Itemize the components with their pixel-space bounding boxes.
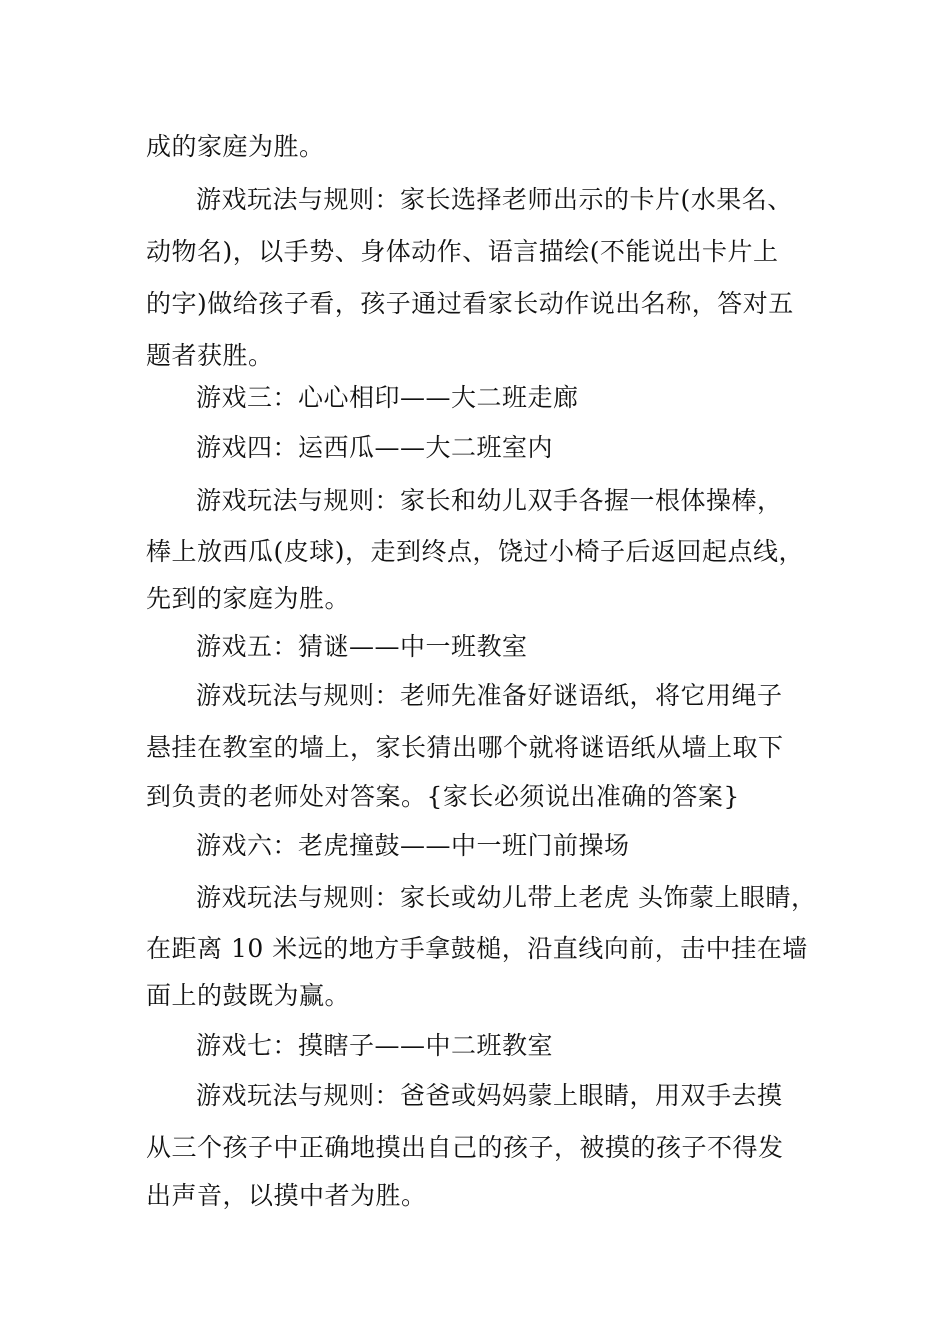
- text-line: 游戏玩法与规则：家长选择老师出示的卡片(水果名、: [196, 185, 793, 214]
- text-line: 游戏玩法与规则：老师先准备好谜语纸，将它用绳子: [196, 681, 783, 710]
- text-line: 游戏玩法与规则：家长和幼儿双手各握一根体操棒，: [196, 486, 783, 515]
- section-heading: 游戏五：猜谜——中一班教室: [196, 632, 528, 661]
- text-line: 动物名)，以手势、身体动作、语言描绘(不能说出卡片上: [146, 237, 779, 266]
- text-line: 从三个孩子中正确地摸出自己的孩子，被摸的孩子不得发: [146, 1133, 784, 1162]
- section-heading: 游戏三：心心相印——大二班走廊: [196, 383, 579, 412]
- text-line: 面上的鼓既为赢。: [146, 981, 351, 1010]
- section-heading: 游戏七：摸瞎子——中二班教室: [196, 1031, 554, 1060]
- text-line: 到负责的老师处对答案。{家长必须说出准确的答案}: [146, 782, 740, 811]
- text-line: 悬挂在教室的墙上，家长猜出哪个就将谜语纸从墙上取下: [146, 733, 784, 762]
- section-heading: 游戏六：老虎撞鼓——中一班门前操场: [196, 831, 630, 860]
- text-line: 棒上放西瓜(皮球)，走到终点，饶过小椅子后返回起点线，: [146, 537, 805, 566]
- text-line: 题者获胜。: [146, 341, 274, 370]
- text-line: 在距离 10 米远的地方手拿鼓槌，沿直线向前，击中挂在墙: [146, 934, 808, 963]
- text-line: 出声音，以摸中者为胜。: [146, 1181, 427, 1210]
- text-line: 游戏玩法与规则：家长或幼儿带上老虎 头饰蒙上眼睛，: [196, 883, 817, 912]
- text-line: 游戏玩法与规则：爸爸或妈妈蒙上眼睛，用双手去摸: [196, 1081, 783, 1110]
- text-line: 成的家庭为胜。: [146, 132, 325, 161]
- text-line: 先到的家庭为胜。: [146, 584, 351, 613]
- text-line: 的字)做给孩子看，孩子通过看家长动作说出名称，答对五: [146, 289, 794, 318]
- section-heading: 游戏四：运西瓜——大二班室内: [196, 433, 554, 462]
